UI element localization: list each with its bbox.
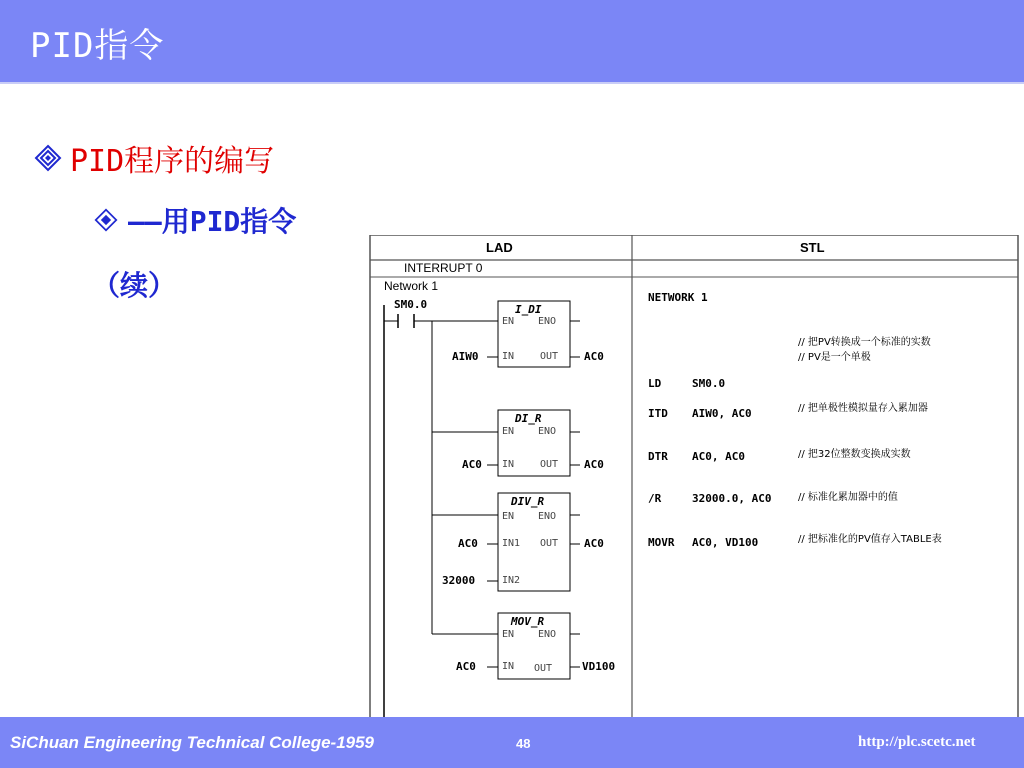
box-pin-eno: ENO bbox=[538, 511, 557, 522]
box-pin-in: IN bbox=[502, 459, 515, 470]
slide-header bbox=[0, 0, 1024, 82]
bullet-level2 bbox=[94, 200, 296, 240]
stl-op: MOVR bbox=[648, 536, 675, 549]
box-pin-en: EN bbox=[502, 316, 515, 327]
box-pin-out: OUT bbox=[540, 459, 559, 470]
operand-in: AIW0 bbox=[452, 350, 479, 363]
stl-comment: // 把PV转换成一个标准的实数 bbox=[798, 337, 931, 348]
stl-arg: AC0, VD100 bbox=[692, 536, 759, 549]
stl-comment: // PV是一个单极 bbox=[798, 352, 871, 363]
stl-op: DTR bbox=[648, 450, 668, 463]
box-pin-out: OUT bbox=[534, 663, 553, 674]
footer-url-link[interactable]: http://plc.scetc.net bbox=[858, 734, 976, 750]
box-pin-en: EN bbox=[502, 511, 515, 522]
column-header-stl: STL bbox=[800, 240, 825, 255]
stl-arg: 32000.0, AC0 bbox=[692, 492, 772, 505]
operand-in: AC0 bbox=[456, 660, 476, 673]
stl-comment: // 把32位整数变换成实数 bbox=[798, 449, 911, 460]
box-pin-out: OUT bbox=[540, 538, 559, 549]
bullet-level2-text: ——用PID指令 bbox=[128, 205, 297, 238]
box-pin-in2: IN2 bbox=[502, 575, 521, 586]
diamond-bullet-icon bbox=[34, 144, 62, 172]
operand-out: AC0 bbox=[584, 537, 604, 550]
operand-in2: 32000 bbox=[442, 574, 476, 587]
slide-title: PID指令 bbox=[30, 26, 165, 66]
box-name-mov-r: MOV_R bbox=[511, 615, 545, 628]
box-pin-eno: ENO bbox=[538, 629, 557, 640]
box-pin-en: EN bbox=[502, 426, 515, 437]
stl-op: LD bbox=[648, 377, 662, 390]
contact-label: SM0.0 bbox=[394, 298, 428, 311]
box-pin-in: IN bbox=[502, 661, 515, 672]
stl-op: /R bbox=[648, 492, 662, 505]
figure-lines bbox=[368, 235, 1020, 717]
diamond-bullet-icon bbox=[94, 208, 118, 232]
operand-out: AC0 bbox=[584, 458, 604, 471]
box-pin-out: OUT bbox=[540, 351, 559, 362]
operand-out: VD100 bbox=[582, 660, 616, 673]
box-name-i-di: I_DI bbox=[515, 303, 542, 316]
operand-in1: AC0 bbox=[458, 537, 478, 550]
operand-in: AC0 bbox=[462, 458, 482, 471]
operand-out: AC0 bbox=[584, 350, 604, 363]
page-number: 48 bbox=[516, 736, 531, 751]
college-name: SiChuan Engineering Technical College-1959 bbox=[10, 733, 375, 752]
slide-footer bbox=[0, 717, 1024, 768]
column-header-lad: LAD bbox=[486, 240, 513, 255]
box-pin-eno: ENO bbox=[538, 316, 557, 327]
box-pin-in: IN bbox=[502, 351, 515, 362]
stl-arg: AIW0, AC0 bbox=[692, 407, 752, 420]
stl-op: ITD bbox=[648, 407, 668, 420]
lad-stl-figure bbox=[368, 235, 1020, 717]
box-name-di-r: DI_R bbox=[515, 412, 542, 425]
stl-network: NETWORK 1 bbox=[648, 291, 708, 304]
network-label: Network 1 bbox=[384, 279, 439, 293]
stl-comment: // 把标准化的PV值存入TABLE表 bbox=[798, 534, 942, 545]
stl-arg: AC0, AC0 bbox=[692, 450, 745, 463]
header-divider bbox=[0, 82, 1024, 84]
stl-comment: // 标准化累加器中的值 bbox=[798, 492, 898, 503]
stl-comment: // 把单极性模拟量存入累加器 bbox=[798, 403, 928, 414]
bullet-level1 bbox=[34, 136, 274, 180]
box-pin-in1: IN1 bbox=[502, 538, 521, 549]
box-name-div-r: DIV_R bbox=[511, 495, 545, 508]
continued-label: （续） bbox=[92, 269, 177, 302]
stl-arg: SM0.0 bbox=[692, 377, 726, 390]
box-pin-eno: ENO bbox=[538, 426, 557, 437]
interrupt-label: INTERRUPT 0 bbox=[404, 261, 483, 275]
bullet-level1-text: PID程序的编写 bbox=[70, 144, 275, 179]
box-pin-en: EN bbox=[502, 629, 515, 640]
